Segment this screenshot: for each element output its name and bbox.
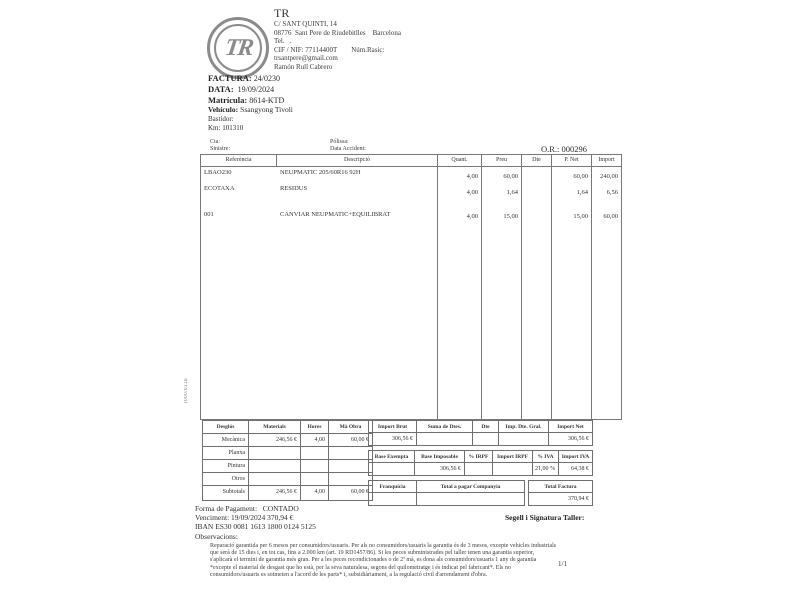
item-import: 240,00 [591, 167, 621, 183]
total-factura-box [528, 480, 593, 506]
item-dte [521, 201, 551, 229]
km-label: Km: [208, 124, 221, 133]
import-net-label: Import Net [549, 421, 593, 433]
item-preu: 15,00 [481, 201, 521, 229]
items-table [200, 154, 622, 420]
base-imposable-label: Base Imposable [415, 451, 465, 463]
bd-row-label: Mecànica [203, 434, 249, 447]
col-header-quant: Quant. [437, 155, 481, 167]
bd-maobra [329, 447, 373, 460]
base-exempta-label: Base Exempta [369, 451, 415, 463]
company-block [274, 6, 401, 72]
company-name: TR [274, 6, 290, 20]
company-address-line1: C/ SANT QUINTI, 14 [274, 20, 337, 28]
company-phone: Tel. . [274, 37, 292, 46]
bd-materials: 246,56 € [249, 434, 301, 447]
col-header-referencia: Referència [201, 155, 277, 167]
item-desc: NEUPMATIC 205/60R16 92H [280, 169, 361, 176]
bd-maobra [329, 473, 373, 486]
totals-band-iva [368, 450, 593, 476]
imp-dte-gral-value [499, 433, 549, 446]
total-factura-value: 370,94 € [529, 493, 593, 506]
item-desc: RESIDUS [280, 185, 308, 192]
legal-terms: Reparació garantida per 6 mesos per consumidors/usuaris. Per als no consumidors/usuaris la garantia és de 3 mesos, excepte vehicles industrials que serà de 15 dies i, en tot cas, fins a 2.000 km (art. 19 RD1457/86). Si les peces subministrades pel taller tenen una garantia superior, s'aplicarà el termini de garantia més gran. Per a les peces recondicionades o de 2ª mà, es dona als consumidors/usuaris 1 any de garantia *excepte el material de desgast que ho està, per la seva naturalesa, segons del quilometratge i és indicat pel fabricant*. Els no consumidors/usuaris es sotmeten a l'acord de les parts* i, subsidiàriament, a la regulació civil d'arrendament d'obra. [210, 543, 557, 578]
import-net-value: 306,56 € [549, 433, 593, 446]
suma-dtes-value [417, 433, 473, 446]
bd-row-label: Planxa [203, 447, 249, 460]
bd-hores [301, 460, 329, 473]
col-header-descripcio: Descripció [277, 155, 437, 167]
item-quant: 4,00 [437, 183, 481, 201]
suma-dtes-label: Suma de Dtes. [417, 421, 473, 433]
item-pnet: 15,00 [551, 201, 591, 229]
breakdown-table [202, 420, 373, 501]
import-brut-value: 306,56 € [369, 433, 417, 446]
companyia-value [417, 493, 525, 506]
col-header-preu: Preu [481, 155, 521, 167]
vehicle-block [208, 96, 293, 134]
import-brut-label: Import Brut [369, 421, 417, 433]
import-iva-label: Import IVA [559, 451, 593, 463]
import-iva-value: 64,38 € [559, 463, 593, 476]
payment-block [195, 504, 316, 541]
bd-maobra [329, 460, 373, 473]
col-header-import: Import [591, 155, 621, 167]
company-owner: Ramón Rull Cabrero [274, 62, 333, 71]
company-email: trsantpere@gmail.com [274, 54, 338, 63]
page-number: 1/1 [558, 560, 567, 568]
insurance-left [210, 139, 230, 153]
or-label: O.R.: [541, 144, 560, 154]
logo-ring [214, 24, 262, 72]
item-ref: ECOTAXA [204, 185, 235, 192]
item-preu: 60,00 [481, 167, 521, 183]
or-number: 000296 [561, 144, 588, 154]
company-logo [207, 17, 269, 79]
vehicle-label: Vehículo: [208, 105, 239, 115]
bd-hores: 4,00 [301, 434, 329, 447]
item-ref: LBAO230 [204, 169, 232, 176]
document-side-code: 1000/0216 [184, 378, 189, 404]
irpf-pct-value [465, 463, 493, 476]
bd-hores [301, 447, 329, 460]
col-header-dte: Dte [521, 155, 551, 167]
observations-label: Observacions: [195, 531, 238, 541]
dte-label: Dte [473, 421, 499, 433]
bd-header-maobra: Mà Obra [329, 421, 373, 434]
bd-materials [249, 473, 301, 486]
work-order [541, 144, 587, 154]
vehicle-value: Ssangyong Tivoli [240, 105, 293, 115]
stamp-signature-label: Segell i Signatura Taller: [505, 513, 585, 522]
base-exempta-value [369, 463, 415, 476]
polissa-label: Pólissa: [330, 139, 349, 145]
logo-tr-monogram: TR [222, 34, 254, 61]
payment-iban: IBAN ES30 0081 1613 1800 0124 5125 [195, 522, 316, 532]
bd-row-label: Pintura [203, 460, 249, 473]
item-desc: CANVIAR NEUPMATIC+EQUILIBRAT [280, 211, 391, 218]
cia-label: Cia: [210, 139, 220, 145]
factura-number: 24/0230 [253, 74, 280, 83]
bd-header-hores: Hores [301, 421, 329, 434]
item-pnet: 60,00 [551, 167, 591, 183]
invoice-id-block [208, 73, 280, 95]
company-address-line2: 08776 Sant Pere de Riudebitlles Barcelona [274, 28, 401, 37]
invoice-date: 19/09/2024 [237, 85, 275, 94]
dte-value [473, 433, 499, 446]
franquicia-value [369, 493, 417, 506]
insurance-right [330, 139, 366, 153]
accident-label: Data Accident: [330, 146, 366, 152]
bd-materials: 246,56 € [249, 486, 301, 501]
iva-pct-label: % IVA [533, 451, 559, 463]
totals-band-brut [368, 420, 593, 446]
col-header-pnet: P. Net [551, 155, 591, 167]
payment-method: Forma de Pagament: CONTADO [195, 504, 299, 513]
item-quant: 4,00 [437, 167, 481, 183]
item-dte [521, 167, 551, 183]
bd-row-label: Otros [203, 473, 249, 486]
bd-hores: 4,00 [301, 486, 329, 501]
irpf-pct-label: % IRPF [465, 451, 493, 463]
bd-materials [249, 447, 301, 460]
company-cif: CIF / NIF: 77114400T Núm.Rasic: [274, 45, 385, 54]
totals-band-franquicia [368, 480, 525, 506]
item-import: 60,00 [591, 201, 621, 229]
factura-label: FACTURA: [208, 73, 252, 83]
bastidor-label: Bastidor: [208, 114, 234, 123]
item-import: 6,56 [591, 183, 621, 201]
imp-dte-gral-label: Imp. Dte. Gral. [499, 421, 549, 433]
item-preu: 1,64 [481, 183, 521, 201]
bd-header-materials: Materials [249, 421, 301, 434]
iva-pct-value: 21,00 % [533, 463, 559, 476]
companyia-label: Total a pagar Companyia [417, 481, 525, 493]
bd-hores [301, 473, 329, 486]
payment-due: Venciment: 19/09/2024 370,94 € [195, 513, 294, 523]
import-irpf-value [493, 463, 533, 476]
km-value: 101310 [222, 124, 244, 133]
base-imposable-value: 306,56 € [415, 463, 465, 476]
item-dte [521, 183, 551, 201]
total-factura-label: Total Factura [529, 481, 593, 493]
data-label: DATA: [208, 84, 234, 94]
sinistre-label: Sinistre: [210, 146, 231, 152]
matricula-label: Matrícula: [208, 95, 248, 105]
bd-header-desglos: Desglós [203, 421, 249, 434]
item-ref: 001 [204, 211, 214, 218]
item-pnet: 1,64 [551, 183, 591, 201]
item-quant: 4,00 [437, 201, 481, 229]
bd-row-label: Subtotals [203, 486, 249, 501]
matricula-value: 8614-KTD [249, 96, 285, 105]
bd-materials [249, 460, 301, 473]
import-irpf-label: Import IRPF [493, 451, 533, 463]
franquicia-label: Franquícia [369, 481, 417, 493]
bd-maobra: 60,00 € [329, 434, 373, 447]
bd-maobra: 60,00 € [329, 486, 373, 501]
